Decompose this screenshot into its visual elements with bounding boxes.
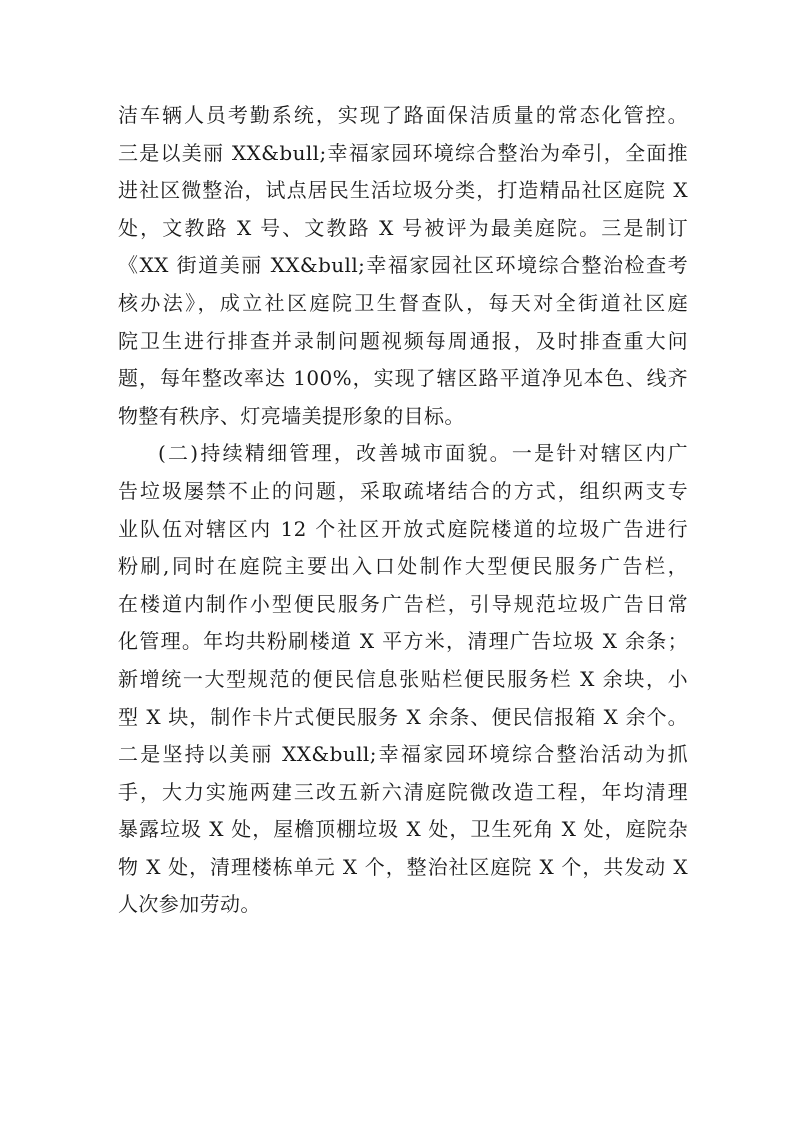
text-line: 核办法》，成立社区庭院卫生督查队，每天对全街道社区庭 — [118, 290, 688, 315]
text-line: 告垃圾屡禁不止的问题，采取疏堵结合的方式，组织两支专 — [118, 478, 688, 503]
text-line: 二是坚持以美丽 XX&bull;幸福家园环境综合整治活动为抓 — [118, 742, 688, 767]
text-line: 物 X 处，清理楼栋单元 X 个，整治社区庭院 X 个，共发动 X — [118, 854, 688, 879]
text-line: 型 X 块，制作卡片式便民服务 X 余条、便民信报箱 X 余个。 — [118, 704, 688, 729]
paragraph-2 — [118, 435, 688, 924]
text-line: 业队伍对辖区内 12 个社区开放式庭院楼道的垃圾广告进行 — [118, 516, 688, 541]
text-line: (二)持续精细管理，改善城市面貌。一是针对辖区内广 — [158, 441, 688, 466]
text-line: 三是以美丽 XX&bull;幸福家园环境综合整治为牵引，全面推 — [118, 140, 688, 165]
text-line: 粉刷,同时在庭院主要出入口处制作大型便民服务广告栏， — [118, 554, 688, 579]
text-line: 新增统一大型规范的便民信息张贴栏便民服务栏 X 余块，小 — [118, 666, 688, 691]
paragraph-1 — [118, 97, 688, 435]
text-line: 暴露垃圾 X 处，屋檐顶棚垃圾 X 处，卫生死角 X 处，庭院杂 — [118, 817, 688, 842]
text-line: 手，大力实施两建三改五新六清庭院微改造工程，年均清理 — [118, 779, 688, 804]
text-line: 进社区微整治，试点居民生活垃圾分类，打造精品社区庭院 X — [118, 178, 688, 203]
text-line: 人次参加劳动。 — [118, 892, 261, 917]
text-line: 在楼道内制作小型便民服务广告栏，引导规范垃圾广告日常 — [118, 591, 688, 616]
text-line: 化管理。年均共粉刷楼道 X 平方米，清理广告垃圾 X 余条； — [118, 629, 688, 654]
text-line: 物整有秩序、灯亮墙美提形象的目标。 — [118, 403, 465, 428]
text-line: 院卫生进行排查并录制问题视频每周通报，及时排查重大问 — [118, 328, 688, 353]
text-line: 处，文教路 X 号、文教路 X 号被评为最美庭院。三是制订 — [118, 215, 688, 240]
text-line: 洁车辆人员考勤系统，实现了路面保洁质量的常态化管控。 — [118, 103, 688, 127]
text-line: 题，每年整改率达 100%，实现了辖区路平道净见本色、线齐 — [118, 366, 688, 391]
document-body — [118, 97, 688, 924]
text-line: 《XX 街道美丽 XX&bull;幸福家园社区环境综合整治检查考 — [118, 253, 688, 278]
